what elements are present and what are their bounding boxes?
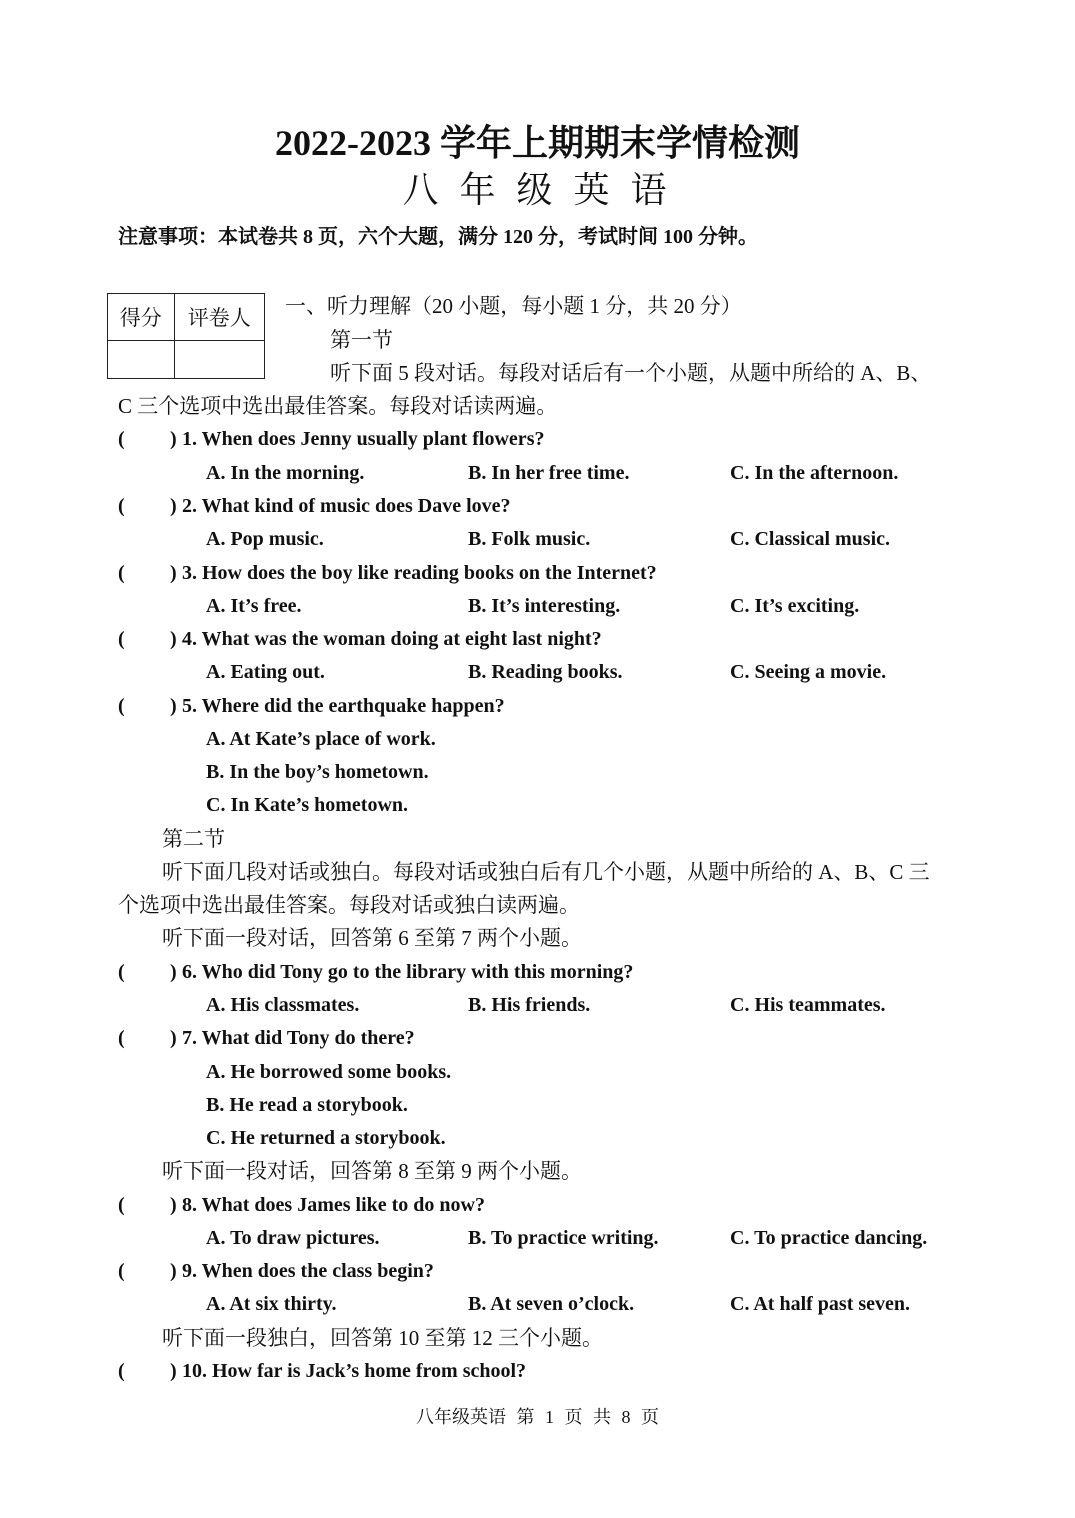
option-b: B. His friends. — [468, 993, 591, 1016]
options-row — [0, 789, 1075, 822]
options-row — [0, 457, 1075, 490]
group-intro: 听下面一段独白，回答第 10 至第 12 三个小题。 — [162, 1325, 603, 1350]
option-c: C. At half past seven. — [730, 1293, 911, 1316]
option-a: A. To draw pictures. — [206, 1226, 380, 1249]
question-row — [0, 690, 1075, 723]
question-row — [0, 623, 1075, 656]
options-row — [0, 590, 1075, 623]
question-row — [0, 423, 1075, 456]
answer-bracket-close: ) — [170, 561, 177, 584]
question-stem: 4. What was the woman doing at eight last night? — [182, 628, 602, 651]
option-c: C. To practice dancing. — [730, 1226, 928, 1249]
question-row — [0, 557, 1075, 590]
question-stem: 6. Who did Tony go to the library with this morning? — [182, 960, 634, 983]
page-title: 2022-2023 学年上期期末学情检测 — [275, 123, 800, 163]
option-a: A. His classmates. — [206, 993, 360, 1016]
option-a: A. Eating out. — [206, 661, 325, 684]
answer-bracket-close: ) — [170, 1193, 177, 1216]
answer-bracket-close: ) — [170, 1027, 177, 1050]
option-a: A. It’s free. — [206, 594, 302, 617]
answer-bracket-close: ) — [170, 428, 177, 451]
option-b: B. He read a storybook. — [206, 1093, 408, 1116]
option-a: A. In the morning. — [206, 461, 365, 484]
part2-instructions-line1: 听下面几段对话或独白。每段对话或独白后有几个小题，从题中所给的 A、B、C 三 — [162, 859, 930, 884]
options-row — [0, 1089, 1075, 1122]
options-row — [0, 1288, 1075, 1321]
option-c: C. In the afternoon. — [730, 461, 899, 484]
question-row — [0, 490, 1075, 523]
options-row — [0, 723, 1075, 756]
question-stem: 9. When does the class begin? — [182, 1260, 434, 1283]
option-a: A. At Kate’s place of work. — [206, 727, 436, 750]
option-a: A. Pop music. — [206, 528, 324, 551]
question-stem: 5. Where did the earthquake happen? — [182, 694, 505, 717]
answer-bracket-open: ( — [118, 694, 125, 717]
answer-bracket-open: ( — [118, 1027, 125, 1050]
part1-label: 第一节 — [330, 327, 393, 352]
part2-instructions-line2: 个选项中选出最佳答案。每段对话或独白读两遍。 — [118, 893, 580, 918]
question-stem: 1. When does Jenny usually plant flowers? — [182, 428, 545, 451]
part1-instructions-line1: 听下面 5 段对话。每段对话后有一个小题，从题中所给的 A、B、 — [330, 360, 932, 385]
group-intro: 听下面一段对话，回答第 6 至第 7 两个小题。 — [162, 926, 582, 951]
answer-bracket-close: ) — [170, 1359, 177, 1382]
part2-label: 第二节 — [162, 826, 225, 851]
option-c: C. He returned a storybook. — [206, 1127, 446, 1150]
options-row — [0, 656, 1075, 689]
grader-label: 评卷人 — [174, 294, 264, 341]
section-heading: 一、听力理解（20 小题，每小题 1 分，共 20 分） — [285, 294, 742, 319]
question-row — [0, 1255, 1075, 1288]
question-stem: 7. What did Tony do there? — [182, 1027, 415, 1050]
answer-bracket-open: ( — [118, 561, 125, 584]
option-b: B. It’s interesting. — [468, 594, 621, 617]
answer-bracket-open: ( — [118, 628, 125, 651]
question-stem: 10. How far is Jack’s home from school? — [182, 1359, 527, 1382]
option-c: C. It’s exciting. — [730, 594, 860, 617]
answer-bracket-close: ) — [170, 694, 177, 717]
question-row — [0, 1022, 1075, 1055]
answer-bracket-open: ( — [118, 1193, 125, 1216]
page-subtitle: 八 年 级 英 语 — [402, 170, 673, 210]
options-row — [0, 756, 1075, 789]
options-row — [0, 1056, 1075, 1089]
options-row — [0, 1222, 1075, 1255]
answer-bracket-open: ( — [118, 960, 125, 983]
answer-bracket-open: ( — [118, 1359, 125, 1382]
question-stem: 8. What does James like to do now? — [182, 1193, 485, 1216]
question-row — [0, 1189, 1075, 1222]
option-c: C. Classical music. — [730, 528, 890, 551]
exam-notice: 注意事项：本试卷共 8 页，六个大题，满分 120 分，考试时间 100 分钟。 — [118, 226, 758, 248]
answer-bracket-open: ( — [118, 1260, 125, 1283]
question-stem: 3. How does the boy like reading books on the Internet? — [182, 561, 657, 584]
option-b: B. To practice writing. — [468, 1226, 659, 1249]
exam-body — [0, 290, 1075, 1388]
option-c: C. His teammates. — [730, 993, 886, 1016]
option-a: A. He borrowed some books. — [206, 1060, 452, 1083]
option-c: C. Seeing a movie. — [730, 661, 887, 684]
part1-instructions-line2: C 三个选项中选出最佳答案。每段对话读两遍。 — [118, 394, 558, 419]
page-footer: 八年级英语 第 1 页 共 8 页 — [416, 1407, 659, 1427]
score-label: 得分 — [108, 294, 175, 341]
options-row — [0, 989, 1075, 1022]
question-row — [0, 956, 1075, 989]
options-row — [0, 523, 1075, 556]
question-row — [0, 1355, 1075, 1388]
question-stem: 2. What kind of music does Dave love? — [182, 494, 511, 517]
option-b: B. Reading books. — [468, 661, 623, 684]
group-intro: 听下面一段对话，回答第 8 至第 9 两个小题。 — [162, 1159, 582, 1184]
answer-bracket-open: ( — [118, 494, 125, 517]
options-row — [0, 1122, 1075, 1155]
answer-bracket-open: ( — [118, 428, 125, 451]
option-b: B. Folk music. — [468, 528, 591, 551]
option-c: C. In Kate’s hometown. — [206, 794, 409, 817]
option-b: B. In her free time. — [468, 461, 630, 484]
answer-bracket-close: ) — [170, 960, 177, 983]
option-b: B. At seven o’clock. — [468, 1293, 635, 1316]
answer-bracket-close: ) — [170, 494, 177, 517]
answer-bracket-close: ) — [170, 628, 177, 651]
answer-bracket-close: ) — [170, 1260, 177, 1283]
option-b: B. In the boy’s hometown. — [206, 761, 429, 784]
option-a: A. At six thirty. — [206, 1293, 337, 1316]
